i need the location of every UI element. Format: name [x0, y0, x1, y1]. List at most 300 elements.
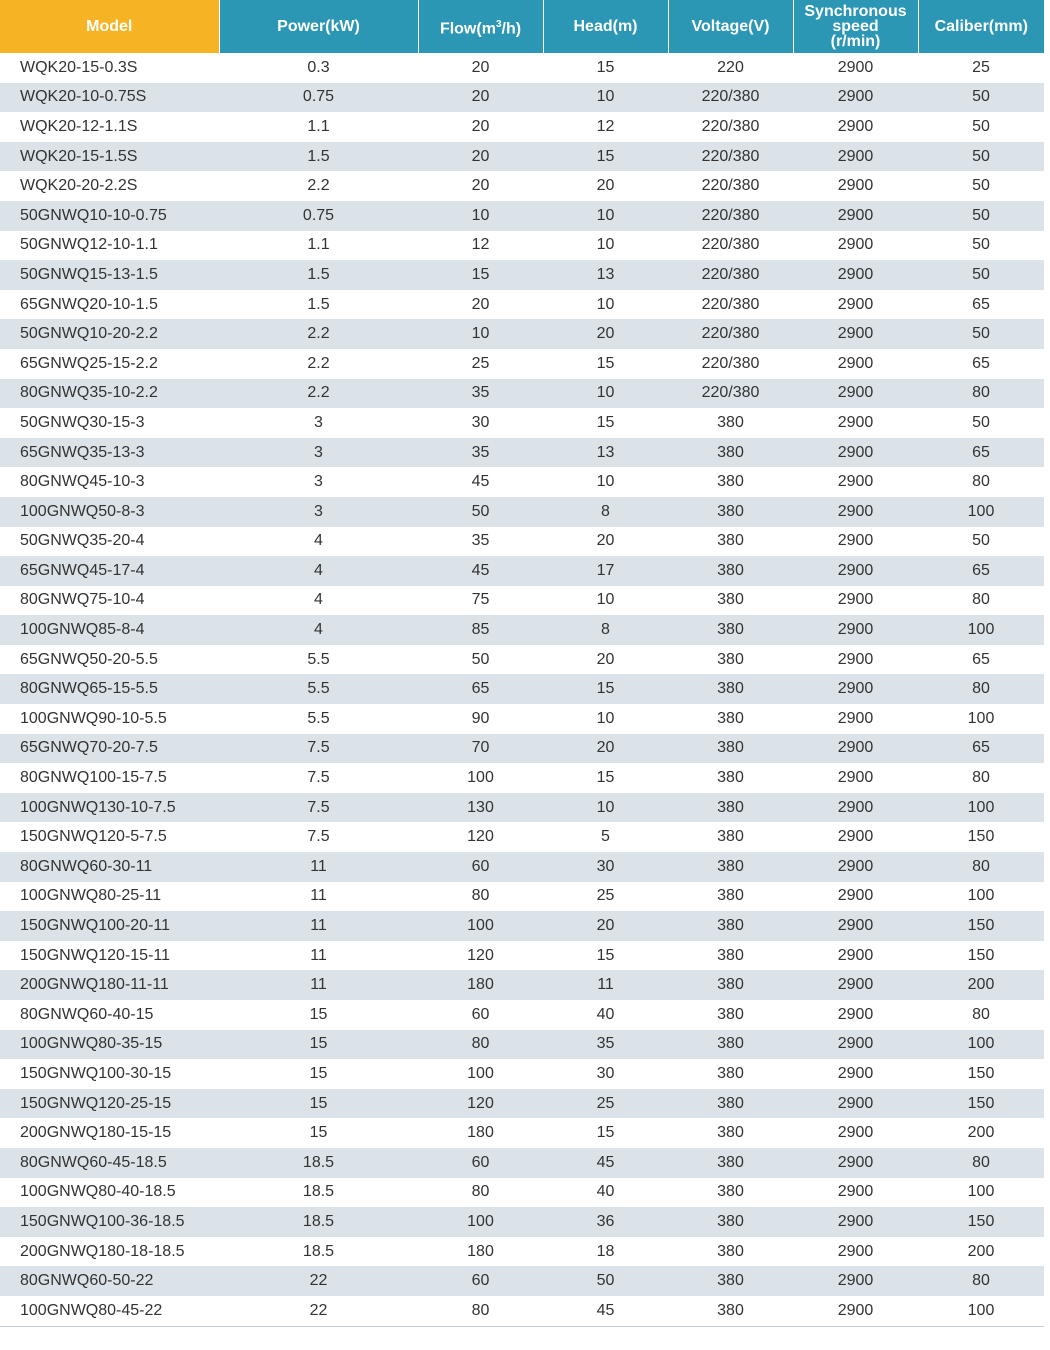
speed-cell: 2900 — [793, 1178, 918, 1208]
caliber-cell: 100 — [918, 704, 1044, 734]
model-cell: 150GNWQ100-20-11 — [0, 911, 219, 941]
header-caliber-label: Caliber(mm) — [934, 18, 1028, 35]
head-cell: 10 — [543, 379, 668, 409]
caliber-cell: 50 — [918, 201, 1044, 231]
speed-cell: 2900 — [793, 438, 918, 468]
power-cell: 15 — [219, 1000, 418, 1030]
model-cell: 80GNWQ45-10-3 — [0, 467, 219, 497]
table-row — [0, 556, 1044, 586]
power-cell: 22 — [219, 1266, 418, 1296]
head-cell: 15 — [543, 763, 668, 793]
model-cell: 50GNWQ30-15-3 — [0, 408, 219, 438]
voltage-cell: 380 — [668, 1207, 793, 1237]
model-cell: WQK20-10-0.75S — [0, 83, 219, 113]
table-row — [0, 645, 1044, 675]
head-cell: 20 — [543, 527, 668, 557]
table-row — [0, 1030, 1044, 1060]
head-cell: 10 — [543, 467, 668, 497]
head-cell: 10 — [543, 704, 668, 734]
speed-cell: 2900 — [793, 1059, 918, 1089]
head-cell: 20 — [543, 734, 668, 764]
speed-cell: 2900 — [793, 349, 918, 379]
caliber-cell: 150 — [918, 1059, 1044, 1089]
voltage-cell: 380 — [668, 1030, 793, 1060]
table-bottom-divider — [0, 1326, 1044, 1327]
table-row — [0, 763, 1044, 793]
caliber-cell: 80 — [918, 674, 1044, 704]
voltage-cell: 380 — [668, 1178, 793, 1208]
table-row — [0, 231, 1044, 261]
model-cell: 50GNWQ35-20-4 — [0, 527, 219, 557]
flow-cell: 20 — [418, 290, 543, 320]
table-body — [0, 53, 1044, 1326]
voltage-cell: 380 — [668, 1059, 793, 1089]
speed-cell: 2900 — [793, 822, 918, 852]
voltage-cell: 220 — [668, 53, 793, 83]
caliber-cell: 80 — [918, 1000, 1044, 1030]
flow-cell: 65 — [418, 674, 543, 704]
head-cell: 15 — [543, 1118, 668, 1148]
voltage-cell: 220/380 — [668, 260, 793, 290]
head-cell: 8 — [543, 497, 668, 527]
table-row — [0, 467, 1044, 497]
flow-cell: 35 — [418, 379, 543, 409]
voltage-cell: 380 — [668, 793, 793, 823]
voltage-cell: 380 — [668, 1237, 793, 1267]
header-voltage-label: Voltage(V) — [691, 18, 770, 35]
voltage-cell: 220/380 — [668, 290, 793, 320]
flow-cell: 60 — [418, 1148, 543, 1178]
table-row — [0, 911, 1044, 941]
model-cell: 100GNWQ80-25-11 — [0, 882, 219, 912]
model-cell: 200GNWQ180-11-11 — [0, 970, 219, 1000]
model-cell: 50GNWQ10-10-0.75 — [0, 201, 219, 231]
power-cell: 15 — [219, 1118, 418, 1148]
table-row — [0, 1266, 1044, 1296]
caliber-cell: 150 — [918, 911, 1044, 941]
power-cell: 22 — [219, 1296, 418, 1326]
header-model — [0, 0, 219, 53]
model-cell: 100GNWQ90-10-5.5 — [0, 704, 219, 734]
head-cell: 10 — [543, 231, 668, 261]
voltage-cell: 380 — [668, 734, 793, 764]
speed-cell: 2900 — [793, 53, 918, 83]
speed-cell: 2900 — [793, 319, 918, 349]
flow-cell: 30 — [418, 408, 543, 438]
header-speed-line1: Synchronous — [804, 3, 907, 20]
head-cell: 17 — [543, 556, 668, 586]
flow-cell: 60 — [418, 1266, 543, 1296]
caliber-cell: 100 — [918, 882, 1044, 912]
header-power-label: Power(kW) — [277, 18, 360, 35]
model-cell: 200GNWQ180-18-18.5 — [0, 1237, 219, 1267]
flow-cell: 25 — [418, 349, 543, 379]
power-cell: 1.1 — [219, 112, 418, 142]
caliber-cell: 150 — [918, 1089, 1044, 1119]
head-cell: 10 — [543, 793, 668, 823]
speed-cell: 2900 — [793, 1237, 918, 1267]
voltage-cell: 380 — [668, 941, 793, 971]
head-cell: 13 — [543, 260, 668, 290]
speed-cell: 2900 — [793, 970, 918, 1000]
speed-cell: 2900 — [793, 1118, 918, 1148]
power-cell: 1.5 — [219, 142, 418, 172]
power-cell: 18.5 — [219, 1148, 418, 1178]
caliber-cell: 100 — [918, 1178, 1044, 1208]
speed-cell: 2900 — [793, 941, 918, 971]
caliber-cell: 50 — [918, 112, 1044, 142]
voltage-cell: 380 — [668, 1266, 793, 1296]
model-cell: 65GNWQ20-10-1.5 — [0, 290, 219, 320]
caliber-cell: 65 — [918, 438, 1044, 468]
caliber-cell: 25 — [918, 53, 1044, 83]
power-cell: 3 — [219, 438, 418, 468]
caliber-cell: 50 — [918, 408, 1044, 438]
power-cell: 15 — [219, 1059, 418, 1089]
flow-cell: 100 — [418, 763, 543, 793]
flow-cell: 12 — [418, 231, 543, 261]
table-row — [0, 260, 1044, 290]
header-caliber — [918, 0, 1044, 53]
head-cell: 36 — [543, 1207, 668, 1237]
flow-cell: 80 — [418, 882, 543, 912]
head-cell: 12 — [543, 112, 668, 142]
flow-cell: 35 — [418, 438, 543, 468]
power-cell: 7.5 — [219, 734, 418, 764]
model-cell: 50GNWQ15-13-1.5 — [0, 260, 219, 290]
caliber-cell: 150 — [918, 822, 1044, 852]
caliber-cell: 150 — [918, 1207, 1044, 1237]
caliber-cell: 65 — [918, 349, 1044, 379]
caliber-cell: 50 — [918, 83, 1044, 113]
head-cell: 18 — [543, 1237, 668, 1267]
power-cell: 15 — [219, 1030, 418, 1060]
flow-cell: 60 — [418, 852, 543, 882]
table-row — [0, 941, 1044, 971]
power-cell: 3 — [219, 467, 418, 497]
voltage-cell: 380 — [668, 408, 793, 438]
speed-cell: 2900 — [793, 142, 918, 172]
voltage-cell: 220/380 — [668, 379, 793, 409]
speed-cell: 2900 — [793, 497, 918, 527]
speed-cell: 2900 — [793, 231, 918, 261]
header-flow — [418, 0, 543, 53]
model-cell: 100GNWQ85-8-4 — [0, 615, 219, 645]
speed-cell: 2900 — [793, 586, 918, 616]
table-row — [0, 1178, 1044, 1208]
model-cell: 65GNWQ70-20-7.5 — [0, 734, 219, 764]
speed-cell: 2900 — [793, 1148, 918, 1178]
header-row — [0, 0, 1044, 53]
voltage-cell: 220/380 — [668, 231, 793, 261]
head-cell: 25 — [543, 1089, 668, 1119]
power-cell: 18.5 — [219, 1178, 418, 1208]
speed-cell: 2900 — [793, 112, 918, 142]
voltage-cell: 380 — [668, 674, 793, 704]
flow-cell: 10 — [418, 319, 543, 349]
model-cell: WQK20-15-1.5S — [0, 142, 219, 172]
model-cell: 65GNWQ50-20-5.5 — [0, 645, 219, 675]
power-cell: 4 — [219, 527, 418, 557]
flow-cell: 180 — [418, 1237, 543, 1267]
model-cell: 80GNWQ75-10-4 — [0, 586, 219, 616]
power-cell: 0.3 — [219, 53, 418, 83]
voltage-cell: 380 — [668, 527, 793, 557]
model-cell: 80GNWQ100-15-7.5 — [0, 763, 219, 793]
power-cell: 11 — [219, 852, 418, 882]
speed-cell: 2900 — [793, 1207, 918, 1237]
speed-cell: 2900 — [793, 674, 918, 704]
model-cell: 50GNWQ10-20-2.2 — [0, 319, 219, 349]
flow-cell: 20 — [418, 53, 543, 83]
speed-cell: 2900 — [793, 556, 918, 586]
head-cell: 20 — [543, 911, 668, 941]
header-head — [543, 0, 668, 53]
table-row — [0, 734, 1044, 764]
table-row — [0, 408, 1044, 438]
table-row — [0, 527, 1044, 557]
head-cell: 15 — [543, 408, 668, 438]
table-row — [0, 586, 1044, 616]
caliber-cell: 80 — [918, 852, 1044, 882]
speed-cell: 2900 — [793, 201, 918, 231]
head-cell: 45 — [543, 1148, 668, 1178]
flow-cell: 180 — [418, 1118, 543, 1148]
header-speed — [793, 0, 918, 53]
speed-cell: 2900 — [793, 290, 918, 320]
voltage-cell: 380 — [668, 970, 793, 1000]
voltage-cell: 220/380 — [668, 142, 793, 172]
head-cell: 15 — [543, 142, 668, 172]
model-cell: 65GNWQ45-17-4 — [0, 556, 219, 586]
head-cell: 50 — [543, 1266, 668, 1296]
voltage-cell: 380 — [668, 882, 793, 912]
flow-cell: 20 — [418, 83, 543, 113]
table-row — [0, 882, 1044, 912]
speed-cell: 2900 — [793, 171, 918, 201]
voltage-cell: 380 — [668, 645, 793, 675]
voltage-cell: 380 — [668, 822, 793, 852]
voltage-cell: 380 — [668, 467, 793, 497]
head-cell: 40 — [543, 1178, 668, 1208]
caliber-cell: 150 — [918, 941, 1044, 971]
power-cell: 7.5 — [219, 793, 418, 823]
table-row — [0, 201, 1044, 231]
table-row — [0, 793, 1044, 823]
voltage-cell: 220/380 — [668, 201, 793, 231]
model-cell: 150GNWQ120-5-7.5 — [0, 822, 219, 852]
speed-cell: 2900 — [793, 527, 918, 557]
table-row — [0, 438, 1044, 468]
flow-cell: 120 — [418, 941, 543, 971]
speed-cell: 2900 — [793, 734, 918, 764]
speed-cell: 2900 — [793, 704, 918, 734]
head-cell: 20 — [543, 171, 668, 201]
head-cell: 10 — [543, 290, 668, 320]
header-power — [219, 0, 418, 53]
power-cell: 5.5 — [219, 704, 418, 734]
power-cell: 11 — [219, 911, 418, 941]
caliber-cell: 50 — [918, 260, 1044, 290]
power-cell: 1.5 — [219, 260, 418, 290]
power-cell: 3 — [219, 408, 418, 438]
caliber-cell: 80 — [918, 1148, 1044, 1178]
flow-cell: 100 — [418, 911, 543, 941]
model-cell: 80GNWQ60-45-18.5 — [0, 1148, 219, 1178]
header-speed-line3: (r/min) — [830, 33, 881, 50]
power-cell: 5.5 — [219, 674, 418, 704]
head-cell: 20 — [543, 645, 668, 675]
caliber-cell: 100 — [918, 1296, 1044, 1326]
head-cell: 35 — [543, 1030, 668, 1060]
power-cell: 5.5 — [219, 645, 418, 675]
speed-cell: 2900 — [793, 408, 918, 438]
voltage-cell: 220/380 — [668, 319, 793, 349]
flow-cell: 15 — [418, 260, 543, 290]
caliber-cell: 65 — [918, 290, 1044, 320]
power-cell: 7.5 — [219, 763, 418, 793]
power-cell: 1.1 — [219, 231, 418, 261]
flow-cell: 120 — [418, 1089, 543, 1119]
power-cell: 2.2 — [219, 171, 418, 201]
flow-cell: 80 — [418, 1178, 543, 1208]
speed-cell: 2900 — [793, 379, 918, 409]
table-row — [0, 615, 1044, 645]
caliber-cell: 100 — [918, 615, 1044, 645]
speed-cell: 2900 — [793, 645, 918, 675]
model-cell: 100GNWQ80-40-18.5 — [0, 1178, 219, 1208]
speed-cell: 2900 — [793, 882, 918, 912]
voltage-cell: 380 — [668, 615, 793, 645]
header-speed-line2: speed — [832, 18, 879, 35]
speed-cell: 2900 — [793, 763, 918, 793]
model-cell: WQK20-20-2.2S — [0, 171, 219, 201]
caliber-cell: 50 — [918, 171, 1044, 201]
speed-cell: 2900 — [793, 852, 918, 882]
flow-cell: 20 — [418, 112, 543, 142]
voltage-cell: 380 — [668, 586, 793, 616]
head-cell: 11 — [543, 970, 668, 1000]
header-flow-suffix: /h) — [501, 20, 522, 38]
speed-cell: 2900 — [793, 911, 918, 941]
table-row — [0, 1207, 1044, 1237]
head-cell: 13 — [543, 438, 668, 468]
speed-cell: 2900 — [793, 1296, 918, 1326]
caliber-cell: 80 — [918, 586, 1044, 616]
head-cell: 8 — [543, 615, 668, 645]
table-row — [0, 142, 1044, 172]
head-cell: 15 — [543, 53, 668, 83]
flow-cell: 50 — [418, 645, 543, 675]
table-row — [0, 112, 1044, 142]
power-cell: 2.2 — [219, 349, 418, 379]
speed-cell: 2900 — [793, 1089, 918, 1119]
table-row — [0, 319, 1044, 349]
caliber-cell: 200 — [918, 1118, 1044, 1148]
voltage-cell: 380 — [668, 1000, 793, 1030]
voltage-cell: 380 — [668, 911, 793, 941]
voltage-cell: 220/380 — [668, 171, 793, 201]
caliber-cell: 100 — [918, 1030, 1044, 1060]
caliber-cell: 200 — [918, 970, 1044, 1000]
voltage-cell: 380 — [668, 497, 793, 527]
speed-cell: 2900 — [793, 83, 918, 113]
model-cell: 80GNWQ35-10-2.2 — [0, 379, 219, 409]
table-row — [0, 497, 1044, 527]
flow-cell: 80 — [418, 1296, 543, 1326]
model-cell: 150GNWQ120-15-11 — [0, 941, 219, 971]
voltage-cell: 380 — [668, 1089, 793, 1119]
table-row — [0, 379, 1044, 409]
table-row — [0, 1296, 1044, 1326]
power-cell: 2.2 — [219, 319, 418, 349]
voltage-cell: 220/380 — [668, 112, 793, 142]
head-cell: 10 — [543, 586, 668, 616]
voltage-cell: 380 — [668, 556, 793, 586]
power-cell: 4 — [219, 586, 418, 616]
head-cell: 30 — [543, 1059, 668, 1089]
flow-cell: 10 — [418, 201, 543, 231]
voltage-cell: 220/380 — [668, 83, 793, 113]
flow-cell: 20 — [418, 142, 543, 172]
table-row — [0, 822, 1044, 852]
caliber-cell: 80 — [918, 1266, 1044, 1296]
head-cell: 10 — [543, 201, 668, 231]
table-row — [0, 1237, 1044, 1267]
model-cell: 100GNWQ80-35-15 — [0, 1030, 219, 1060]
table-row — [0, 1148, 1044, 1178]
flow-cell: 70 — [418, 734, 543, 764]
header-model-label: Model — [86, 18, 133, 35]
model-cell: 150GNWQ120-25-15 — [0, 1089, 219, 1119]
model-cell: 80GNWQ60-30-11 — [0, 852, 219, 882]
table-row — [0, 1118, 1044, 1148]
flow-cell: 90 — [418, 704, 543, 734]
head-cell: 15 — [543, 941, 668, 971]
table-row — [0, 171, 1044, 201]
power-cell: 7.5 — [219, 822, 418, 852]
speed-cell: 2900 — [793, 615, 918, 645]
caliber-cell: 65 — [918, 556, 1044, 586]
voltage-cell: 380 — [668, 852, 793, 882]
voltage-cell: 380 — [668, 704, 793, 734]
table-row — [0, 83, 1044, 113]
caliber-cell: 50 — [918, 319, 1044, 349]
table-row — [0, 1000, 1044, 1030]
head-cell: 30 — [543, 852, 668, 882]
model-cell: 100GNWQ50-8-3 — [0, 497, 219, 527]
head-cell: 45 — [543, 1296, 668, 1326]
power-cell: 18.5 — [219, 1207, 418, 1237]
head-cell: 15 — [543, 674, 668, 704]
flow-cell: 20 — [418, 171, 543, 201]
model-cell: 200GNWQ180-15-15 — [0, 1118, 219, 1148]
caliber-cell: 50 — [918, 231, 1044, 261]
header-voltage — [668, 0, 793, 53]
flow-cell: 85 — [418, 615, 543, 645]
flow-cell: 35 — [418, 527, 543, 557]
model-cell: 100GNWQ80-45-22 — [0, 1296, 219, 1326]
model-cell: 50GNWQ12-10-1.1 — [0, 231, 219, 261]
model-cell: 150GNWQ100-30-15 — [0, 1059, 219, 1089]
head-cell: 15 — [543, 349, 668, 379]
table-row — [0, 852, 1044, 882]
power-cell: 4 — [219, 615, 418, 645]
head-cell: 10 — [543, 83, 668, 113]
power-cell: 1.5 — [219, 290, 418, 320]
speed-cell: 2900 — [793, 1030, 918, 1060]
voltage-cell: 380 — [668, 1118, 793, 1148]
